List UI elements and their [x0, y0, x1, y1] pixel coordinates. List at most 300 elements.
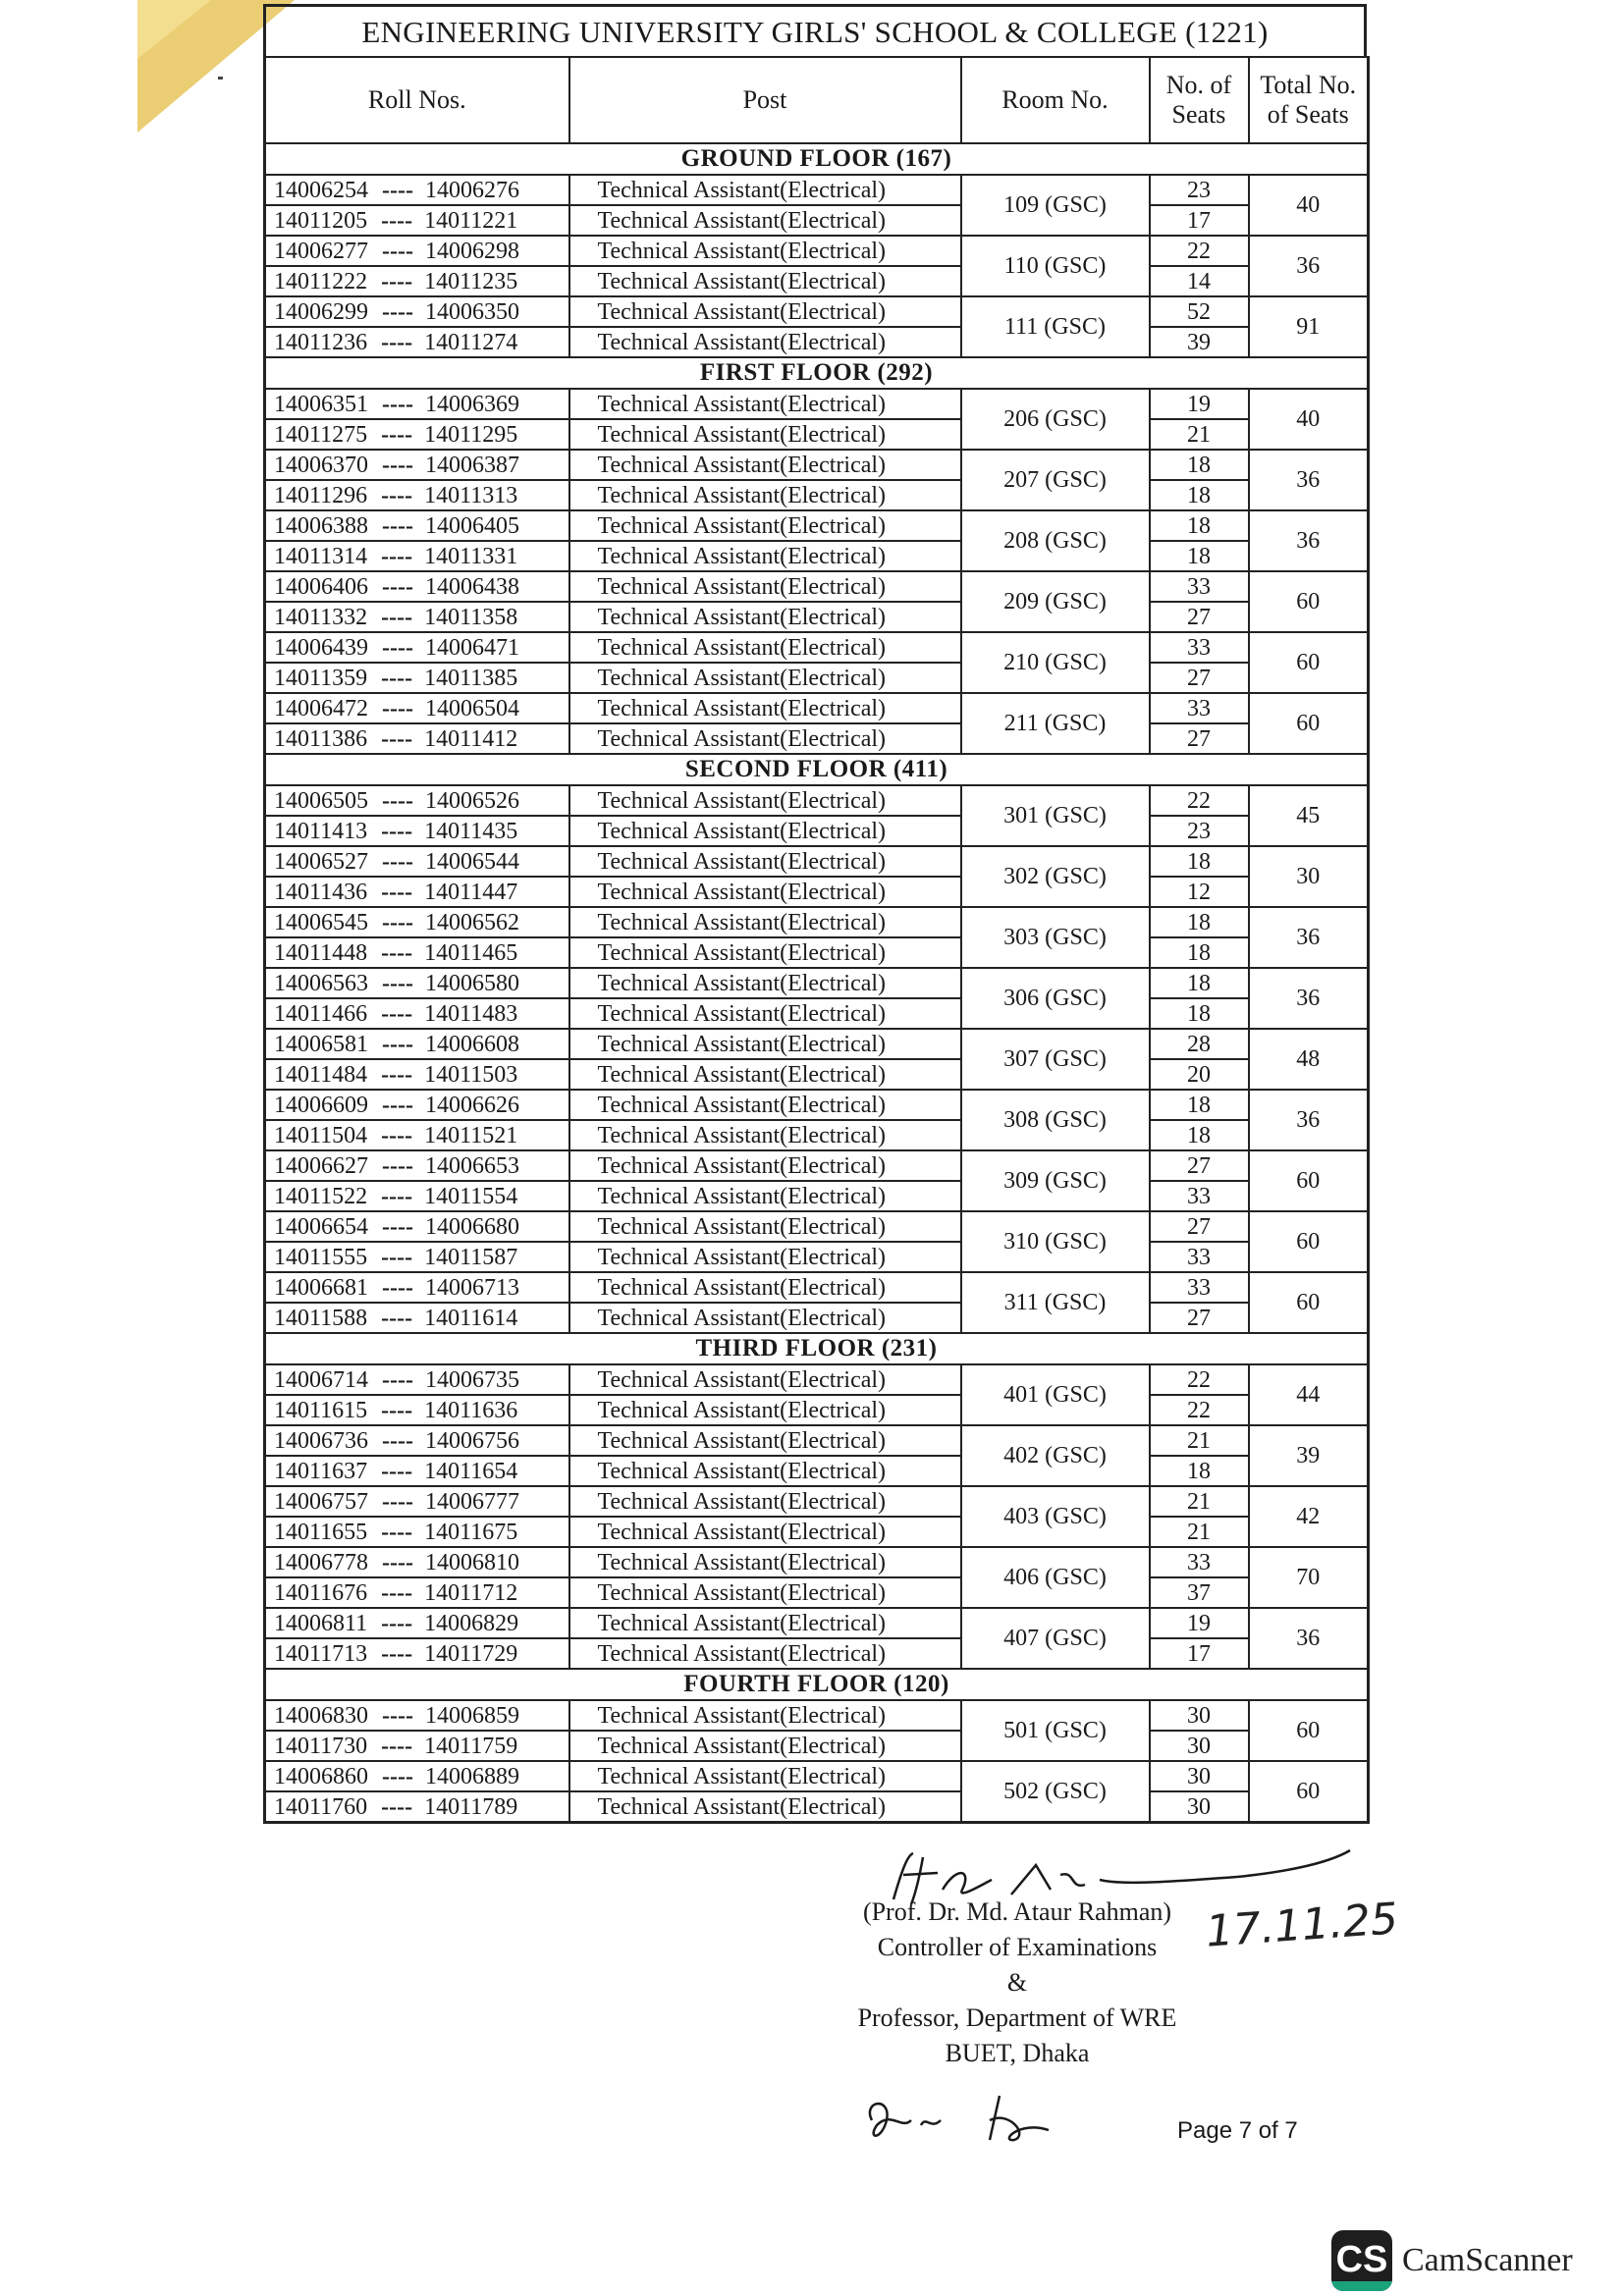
table-row: [265, 175, 1369, 205]
post-cell: Technical Assistant(Electrical): [569, 1456, 961, 1486]
total-seats-cell: 48: [1249, 1029, 1369, 1090]
roll-to: 14006580: [425, 970, 519, 996]
header-room-no: Room No.: [961, 57, 1150, 143]
post-cell: Technical Assistant(Electrical): [569, 1486, 961, 1517]
total-seats-cell: 60: [1249, 1700, 1369, 1761]
roll-separator: ----: [381, 1519, 413, 1545]
signatory-block: [840, 1895, 1194, 2071]
post-cell: Technical Assistant(Electrical): [569, 632, 961, 663]
roll-from: 14011713: [274, 1640, 368, 1667]
roll-separator: ----: [382, 848, 413, 875]
roll-to: 14011554: [424, 1183, 518, 1209]
roll-range-cell: [265, 1364, 569, 1395]
room-cell: 402 (GSC): [961, 1425, 1150, 1486]
room-cell: 206 (GSC): [961, 389, 1150, 450]
roll-separator: ----: [382, 1763, 413, 1789]
seats-cell: 21: [1150, 1517, 1249, 1547]
seats-cell: 33: [1150, 1181, 1249, 1211]
roll-range-cell: [265, 1303, 569, 1333]
post-cell: Technical Assistant(Electrical): [569, 389, 961, 419]
seats-cell: 27: [1150, 1150, 1249, 1181]
seats-cell: 37: [1150, 1577, 1249, 1608]
roll-from: 14011484: [274, 1061, 368, 1088]
roll-from: 14006527: [274, 848, 368, 875]
roll-from: 14011205: [274, 207, 368, 234]
post-cell: Technical Assistant(Electrical): [569, 1090, 961, 1120]
total-seats-cell: 45: [1249, 785, 1369, 846]
post-cell: Technical Assistant(Electrical): [569, 175, 961, 205]
table-row: [265, 1547, 1369, 1577]
header-post: Post: [569, 57, 961, 143]
post-cell: Technical Assistant(Electrical): [569, 693, 961, 723]
roll-from: 14011386: [274, 725, 368, 752]
roll-to: 14011295: [424, 421, 518, 448]
table-row: [265, 1090, 1369, 1120]
roll-from: 14011314: [274, 543, 368, 569]
roll-from: 14011730: [274, 1733, 368, 1759]
roll-separator: ----: [382, 452, 413, 478]
roll-to: 14011483: [424, 1000, 518, 1027]
roll-to: 14006777: [425, 1488, 519, 1515]
roll-separator: ----: [382, 1031, 413, 1057]
table-row: [265, 1181, 1369, 1211]
roll-separator: ----: [381, 268, 413, 294]
roll-from: 14006254: [274, 177, 368, 203]
roll-separator: ----: [381, 604, 413, 630]
table-row: [265, 389, 1369, 419]
roll-to: 14011729: [424, 1640, 518, 1667]
roll-from: 14006277: [274, 238, 368, 264]
signatory-name: (Prof. Dr. Md. Ataur Rahman): [862, 1897, 1172, 1926]
roll-from: 14011655: [274, 1519, 368, 1545]
roll-from: 14006654: [274, 1213, 368, 1240]
roll-from: 14006439: [274, 634, 368, 661]
roll-separator: ----: [381, 1061, 413, 1088]
seats-cell: 27: [1150, 1303, 1249, 1333]
roll-from: 14011296: [274, 482, 368, 508]
seats-cell: 21: [1150, 1425, 1249, 1456]
roll-to: 14011274: [424, 329, 518, 355]
roll-separator: ----: [381, 207, 413, 234]
roll-from: 14011436: [274, 879, 368, 905]
table-row: [265, 1486, 1369, 1517]
seats-cell: 19: [1150, 1608, 1249, 1638]
roll-range-cell: [265, 1700, 569, 1731]
roll-separator: ----: [381, 1000, 413, 1027]
roll-from: 14006388: [274, 512, 368, 539]
roll-separator: ----: [382, 391, 413, 417]
seats-cell: 22: [1150, 236, 1249, 266]
post-cell: Technical Assistant(Electrical): [569, 480, 961, 510]
roll-range-cell: [265, 175, 569, 205]
roll-range-cell: [265, 1150, 569, 1181]
total-seats-cell: 36: [1249, 510, 1369, 571]
table-row: [265, 1700, 1369, 1731]
roll-to: 14011789: [424, 1793, 518, 1820]
roll-separator: ----: [381, 1793, 413, 1820]
table-row: [265, 968, 1369, 998]
roll-to: 14006889: [425, 1763, 519, 1789]
room-cell: 307 (GSC): [961, 1029, 1150, 1090]
table-row: [265, 1395, 1369, 1425]
seats-cell: 33: [1150, 693, 1249, 723]
post-cell: Technical Assistant(Electrical): [569, 1395, 961, 1425]
total-seats-cell: 36: [1249, 1090, 1369, 1150]
table-row: [265, 1120, 1369, 1150]
table-row: [265, 1608, 1369, 1638]
signatory-ampersand: &: [1006, 1968, 1028, 1997]
table-row: [265, 1638, 1369, 1669]
roll-range-cell: [265, 693, 569, 723]
roll-separator: ----: [381, 1122, 413, 1148]
table-header-row: [265, 57, 1369, 143]
floor-row: [265, 357, 1369, 389]
table-row: [265, 327, 1369, 357]
seats-cell: 33: [1150, 632, 1249, 663]
signatory-role: Controller of Examinations: [877, 1933, 1158, 1961]
room-cell: 302 (GSC): [961, 846, 1150, 907]
table-row: [265, 236, 1369, 266]
roll-range-cell: [265, 296, 569, 327]
handwritten-date: 17.11.25: [1204, 1894, 1400, 1957]
table-row: [265, 205, 1369, 236]
roll-range-cell: [265, 1486, 569, 1517]
total-seats-cell: 60: [1249, 1272, 1369, 1333]
roll-from: 14011676: [274, 1579, 368, 1606]
roll-range-cell: [265, 1029, 569, 1059]
roll-from: 14006563: [274, 970, 368, 996]
room-cell: 311 (GSC): [961, 1272, 1150, 1333]
roll-separator: ----: [382, 512, 413, 539]
roll-from: 14006545: [274, 909, 368, 935]
seats-cell: 18: [1150, 1090, 1249, 1120]
roll-from: 14011222: [274, 268, 368, 294]
post-cell: Technical Assistant(Electrical): [569, 1181, 961, 1211]
roll-range-cell: [265, 816, 569, 846]
roll-from: 14011275: [274, 421, 368, 448]
roll-separator: ----: [382, 1702, 413, 1729]
roll-separator: ----: [382, 634, 413, 661]
post-cell: Technical Assistant(Electrical): [569, 236, 961, 266]
roll-from: 14011504: [274, 1122, 368, 1148]
floor-label: FOURTH FLOOR (120): [265, 1669, 1369, 1700]
roll-separator: ----: [382, 1366, 413, 1393]
seats-cell: 33: [1150, 1242, 1249, 1272]
roll-from: 14006714: [274, 1366, 368, 1393]
roll-range-cell: [265, 266, 569, 296]
roll-separator: ----: [381, 1305, 413, 1331]
seat-plan-sheet: [263, 4, 1367, 1824]
roll-range-cell: [265, 1791, 569, 1823]
seats-cell: 22: [1150, 1395, 1249, 1425]
table-row: [265, 419, 1369, 450]
roll-to: 14011435: [424, 818, 518, 844]
seats-cell: 27: [1150, 663, 1249, 693]
seats-cell: 18: [1150, 450, 1249, 480]
post-cell: Technical Assistant(Electrical): [569, 419, 961, 450]
roll-to: 14011503: [424, 1061, 518, 1088]
roll-to: 14006405: [425, 512, 519, 539]
roll-from: 14006681: [274, 1274, 368, 1301]
post-cell: Technical Assistant(Electrical): [569, 1425, 961, 1456]
roll-from: 14006811: [274, 1610, 368, 1636]
post-cell: Technical Assistant(Electrical): [569, 663, 961, 693]
total-seats-cell: 60: [1249, 1150, 1369, 1211]
table-row: [265, 571, 1369, 602]
roll-to: 14006653: [425, 1152, 519, 1179]
roll-from: 14011332: [274, 604, 368, 630]
roll-from: 14006757: [274, 1488, 368, 1515]
roll-to: 14006276: [425, 177, 519, 203]
floor-label: THIRD FLOOR (231): [265, 1333, 1369, 1364]
table-row: [265, 1211, 1369, 1242]
floor-row: [265, 1333, 1369, 1364]
table-row: [265, 510, 1369, 541]
roll-from: 14011466: [274, 1000, 368, 1027]
seats-cell: 18: [1150, 846, 1249, 877]
seats-cell: 30: [1150, 1700, 1249, 1731]
total-seats-cell: 40: [1249, 389, 1369, 450]
seats-cell: 12: [1150, 877, 1249, 907]
roll-to: 14006544: [425, 848, 519, 875]
room-cell: 406 (GSC): [961, 1547, 1150, 1608]
seats-cell: 18: [1150, 1120, 1249, 1150]
roll-from: 14011448: [274, 939, 368, 966]
table-row: [265, 1456, 1369, 1486]
roll-separator: ----: [382, 970, 413, 996]
table-row: [265, 1425, 1369, 1456]
table-row: [265, 1059, 1369, 1090]
roll-from: 14006406: [274, 573, 368, 600]
floor-label: SECOND FLOOR (411): [265, 754, 1369, 785]
roll-to: 14011412: [424, 725, 518, 752]
room-cell: 111 (GSC): [961, 296, 1150, 357]
roll-separator: ----: [382, 238, 413, 264]
roll-to: 14011447: [424, 879, 518, 905]
roll-separator: ----: [381, 421, 413, 448]
roll-from: 14006778: [274, 1549, 368, 1575]
table-row: [265, 663, 1369, 693]
roll-to: 14006810: [425, 1549, 519, 1575]
seats-cell: 21: [1150, 419, 1249, 450]
roll-to: 14006608: [425, 1031, 519, 1057]
header-roll-nos: Roll Nos.: [265, 57, 569, 143]
post-cell: Technical Assistant(Electrical): [569, 1608, 961, 1638]
roll-from: 14011615: [274, 1397, 368, 1423]
table-row: [265, 907, 1369, 937]
roll-from: 14006609: [274, 1092, 368, 1118]
roll-from: 14006505: [274, 787, 368, 814]
table-row: [265, 1517, 1369, 1547]
roll-separator: ----: [381, 329, 413, 355]
seats-cell: 27: [1150, 1211, 1249, 1242]
roll-separator: ----: [382, 298, 413, 325]
seats-cell: 18: [1150, 1456, 1249, 1486]
roll-separator: ----: [381, 1183, 413, 1209]
roll-range-cell: [265, 907, 569, 937]
roll-range-cell: [265, 1425, 569, 1456]
roll-separator: ----: [381, 879, 413, 905]
table-row: [265, 1791, 1369, 1823]
roll-range-cell: [265, 205, 569, 236]
seats-cell: 17: [1150, 205, 1249, 236]
roll-from: 14011637: [274, 1458, 368, 1484]
roll-range-cell: [265, 1608, 569, 1638]
floor-row: [265, 143, 1369, 175]
roll-separator: ----: [382, 1549, 413, 1575]
roll-to: 14011654: [424, 1458, 518, 1484]
roll-separator: ----: [381, 1640, 413, 1667]
scan-speck: [218, 77, 223, 80]
seats-cell: 22: [1150, 1364, 1249, 1395]
seats-cell: 28: [1150, 1029, 1249, 1059]
roll-range-cell: [265, 1395, 569, 1425]
roll-to: 14006626: [425, 1092, 519, 1118]
roll-range-cell: [265, 419, 569, 450]
post-cell: Technical Assistant(Electrical): [569, 450, 961, 480]
post-cell: Technical Assistant(Electrical): [569, 723, 961, 754]
roll-separator: ----: [381, 543, 413, 569]
table-row: [265, 785, 1369, 816]
seats-cell: 33: [1150, 571, 1249, 602]
roll-range-cell: [265, 541, 569, 571]
seats-cell: 18: [1150, 510, 1249, 541]
roll-to: 14011221: [424, 207, 518, 234]
roll-to: 14006735: [425, 1366, 519, 1393]
table-row: [265, 998, 1369, 1029]
room-cell: 303 (GSC): [961, 907, 1150, 968]
seats-cell: 33: [1150, 1547, 1249, 1577]
roll-to: 14011587: [424, 1244, 518, 1270]
header-no-of-seats: No. of Seats: [1150, 57, 1249, 143]
roll-range-cell: [265, 1090, 569, 1120]
roll-separator: ----: [382, 909, 413, 935]
roll-to: 14006438: [425, 573, 519, 600]
roll-separator: ----: [382, 1274, 413, 1301]
roll-to: 14011759: [424, 1733, 518, 1759]
table-body: [265, 143, 1369, 1823]
seats-cell: 18: [1150, 480, 1249, 510]
seat-plan-table: [263, 56, 1370, 1824]
roll-range-cell: [265, 1181, 569, 1211]
roll-range-cell: [265, 785, 569, 816]
table-row: [265, 450, 1369, 480]
roll-range-cell: [265, 571, 569, 602]
table-row: [265, 632, 1369, 663]
roll-range-cell: [265, 998, 569, 1029]
seats-cell: 23: [1150, 816, 1249, 846]
roll-range-cell: [265, 632, 569, 663]
table-row: [265, 877, 1369, 907]
post-cell: Technical Assistant(Electrical): [569, 571, 961, 602]
post-cell: Technical Assistant(Electrical): [569, 1303, 961, 1333]
table-row: [265, 480, 1369, 510]
seats-cell: 23: [1150, 175, 1249, 205]
roll-from: 14011588: [274, 1305, 368, 1331]
roll-to: 14011712: [424, 1579, 518, 1606]
seats-cell: 22: [1150, 785, 1249, 816]
roll-to: 14011614: [424, 1305, 518, 1331]
total-seats-cell: 39: [1249, 1425, 1369, 1486]
roll-to: 14011385: [424, 665, 518, 691]
room-cell: 403 (GSC): [961, 1486, 1150, 1547]
total-seats-cell: 36: [1249, 236, 1369, 296]
seats-cell: 19: [1150, 389, 1249, 419]
roll-separator: ----: [381, 1458, 413, 1484]
post-cell: Technical Assistant(Electrical): [569, 968, 961, 998]
table-row: [265, 1303, 1369, 1333]
room-cell: 501 (GSC): [961, 1700, 1150, 1761]
seats-cell: 27: [1150, 723, 1249, 754]
roll-to: 14006680: [425, 1213, 519, 1240]
seats-cell: 17: [1150, 1638, 1249, 1669]
table-row: [265, 296, 1369, 327]
roll-to: 14006387: [425, 452, 519, 478]
table-row: [265, 1364, 1369, 1395]
total-seats-cell: 60: [1249, 632, 1369, 693]
initials-scribble: [852, 2091, 1088, 2150]
room-cell: 208 (GSC): [961, 510, 1150, 571]
room-cell: 301 (GSC): [961, 785, 1150, 846]
roll-separator: ----: [382, 1152, 413, 1179]
roll-to: 14006471: [425, 634, 519, 661]
post-cell: Technical Assistant(Electrical): [569, 1547, 961, 1577]
roll-range-cell: [265, 846, 569, 877]
table-row: [265, 1029, 1369, 1059]
roll-to: 14011235: [424, 268, 518, 294]
roll-separator: ----: [382, 573, 413, 600]
floor-row: [265, 1669, 1369, 1700]
roll-to: 14011358: [424, 604, 518, 630]
roll-separator: ----: [381, 725, 413, 752]
roll-from: 14006299: [274, 298, 368, 325]
roll-range-cell: [265, 1638, 569, 1669]
seats-cell: 20: [1150, 1059, 1249, 1090]
table-row: [265, 1761, 1369, 1791]
post-cell: Technical Assistant(Electrical): [569, 1517, 961, 1547]
roll-to: 14006859: [425, 1702, 519, 1729]
roll-range-cell: [265, 510, 569, 541]
roll-from: 14006370: [274, 452, 368, 478]
post-cell: Technical Assistant(Electrical): [569, 816, 961, 846]
room-cell: 308 (GSC): [961, 1090, 1150, 1150]
roll-separator: ----: [381, 1610, 413, 1636]
total-seats-cell: 60: [1249, 693, 1369, 754]
roll-range-cell: [265, 327, 569, 357]
total-seats-cell: 60: [1249, 1211, 1369, 1272]
post-cell: Technical Assistant(Electrical): [569, 1791, 961, 1823]
post-cell: Technical Assistant(Electrical): [569, 1211, 961, 1242]
total-seats-cell: 36: [1249, 907, 1369, 968]
room-cell: 110 (GSC): [961, 236, 1150, 296]
total-seats-cell: 30: [1249, 846, 1369, 907]
post-cell: Technical Assistant(Electrical): [569, 602, 961, 632]
room-cell: 407 (GSC): [961, 1608, 1150, 1669]
post-cell: Technical Assistant(Electrical): [569, 296, 961, 327]
total-seats-cell: 91: [1249, 296, 1369, 357]
post-cell: Technical Assistant(Electrical): [569, 1761, 961, 1791]
post-cell: Technical Assistant(Electrical): [569, 1272, 961, 1303]
total-seats-cell: 42: [1249, 1486, 1369, 1547]
floor-label: GROUND FLOOR (167): [265, 143, 1369, 175]
seats-cell: 18: [1150, 998, 1249, 1029]
roll-range-cell: [265, 937, 569, 968]
roll-separator: ----: [381, 1244, 413, 1270]
roll-from: 14006472: [274, 695, 368, 721]
roll-from: 14006860: [274, 1763, 368, 1789]
roll-to: 14011331: [424, 543, 518, 569]
roll-separator: ----: [381, 1397, 413, 1423]
